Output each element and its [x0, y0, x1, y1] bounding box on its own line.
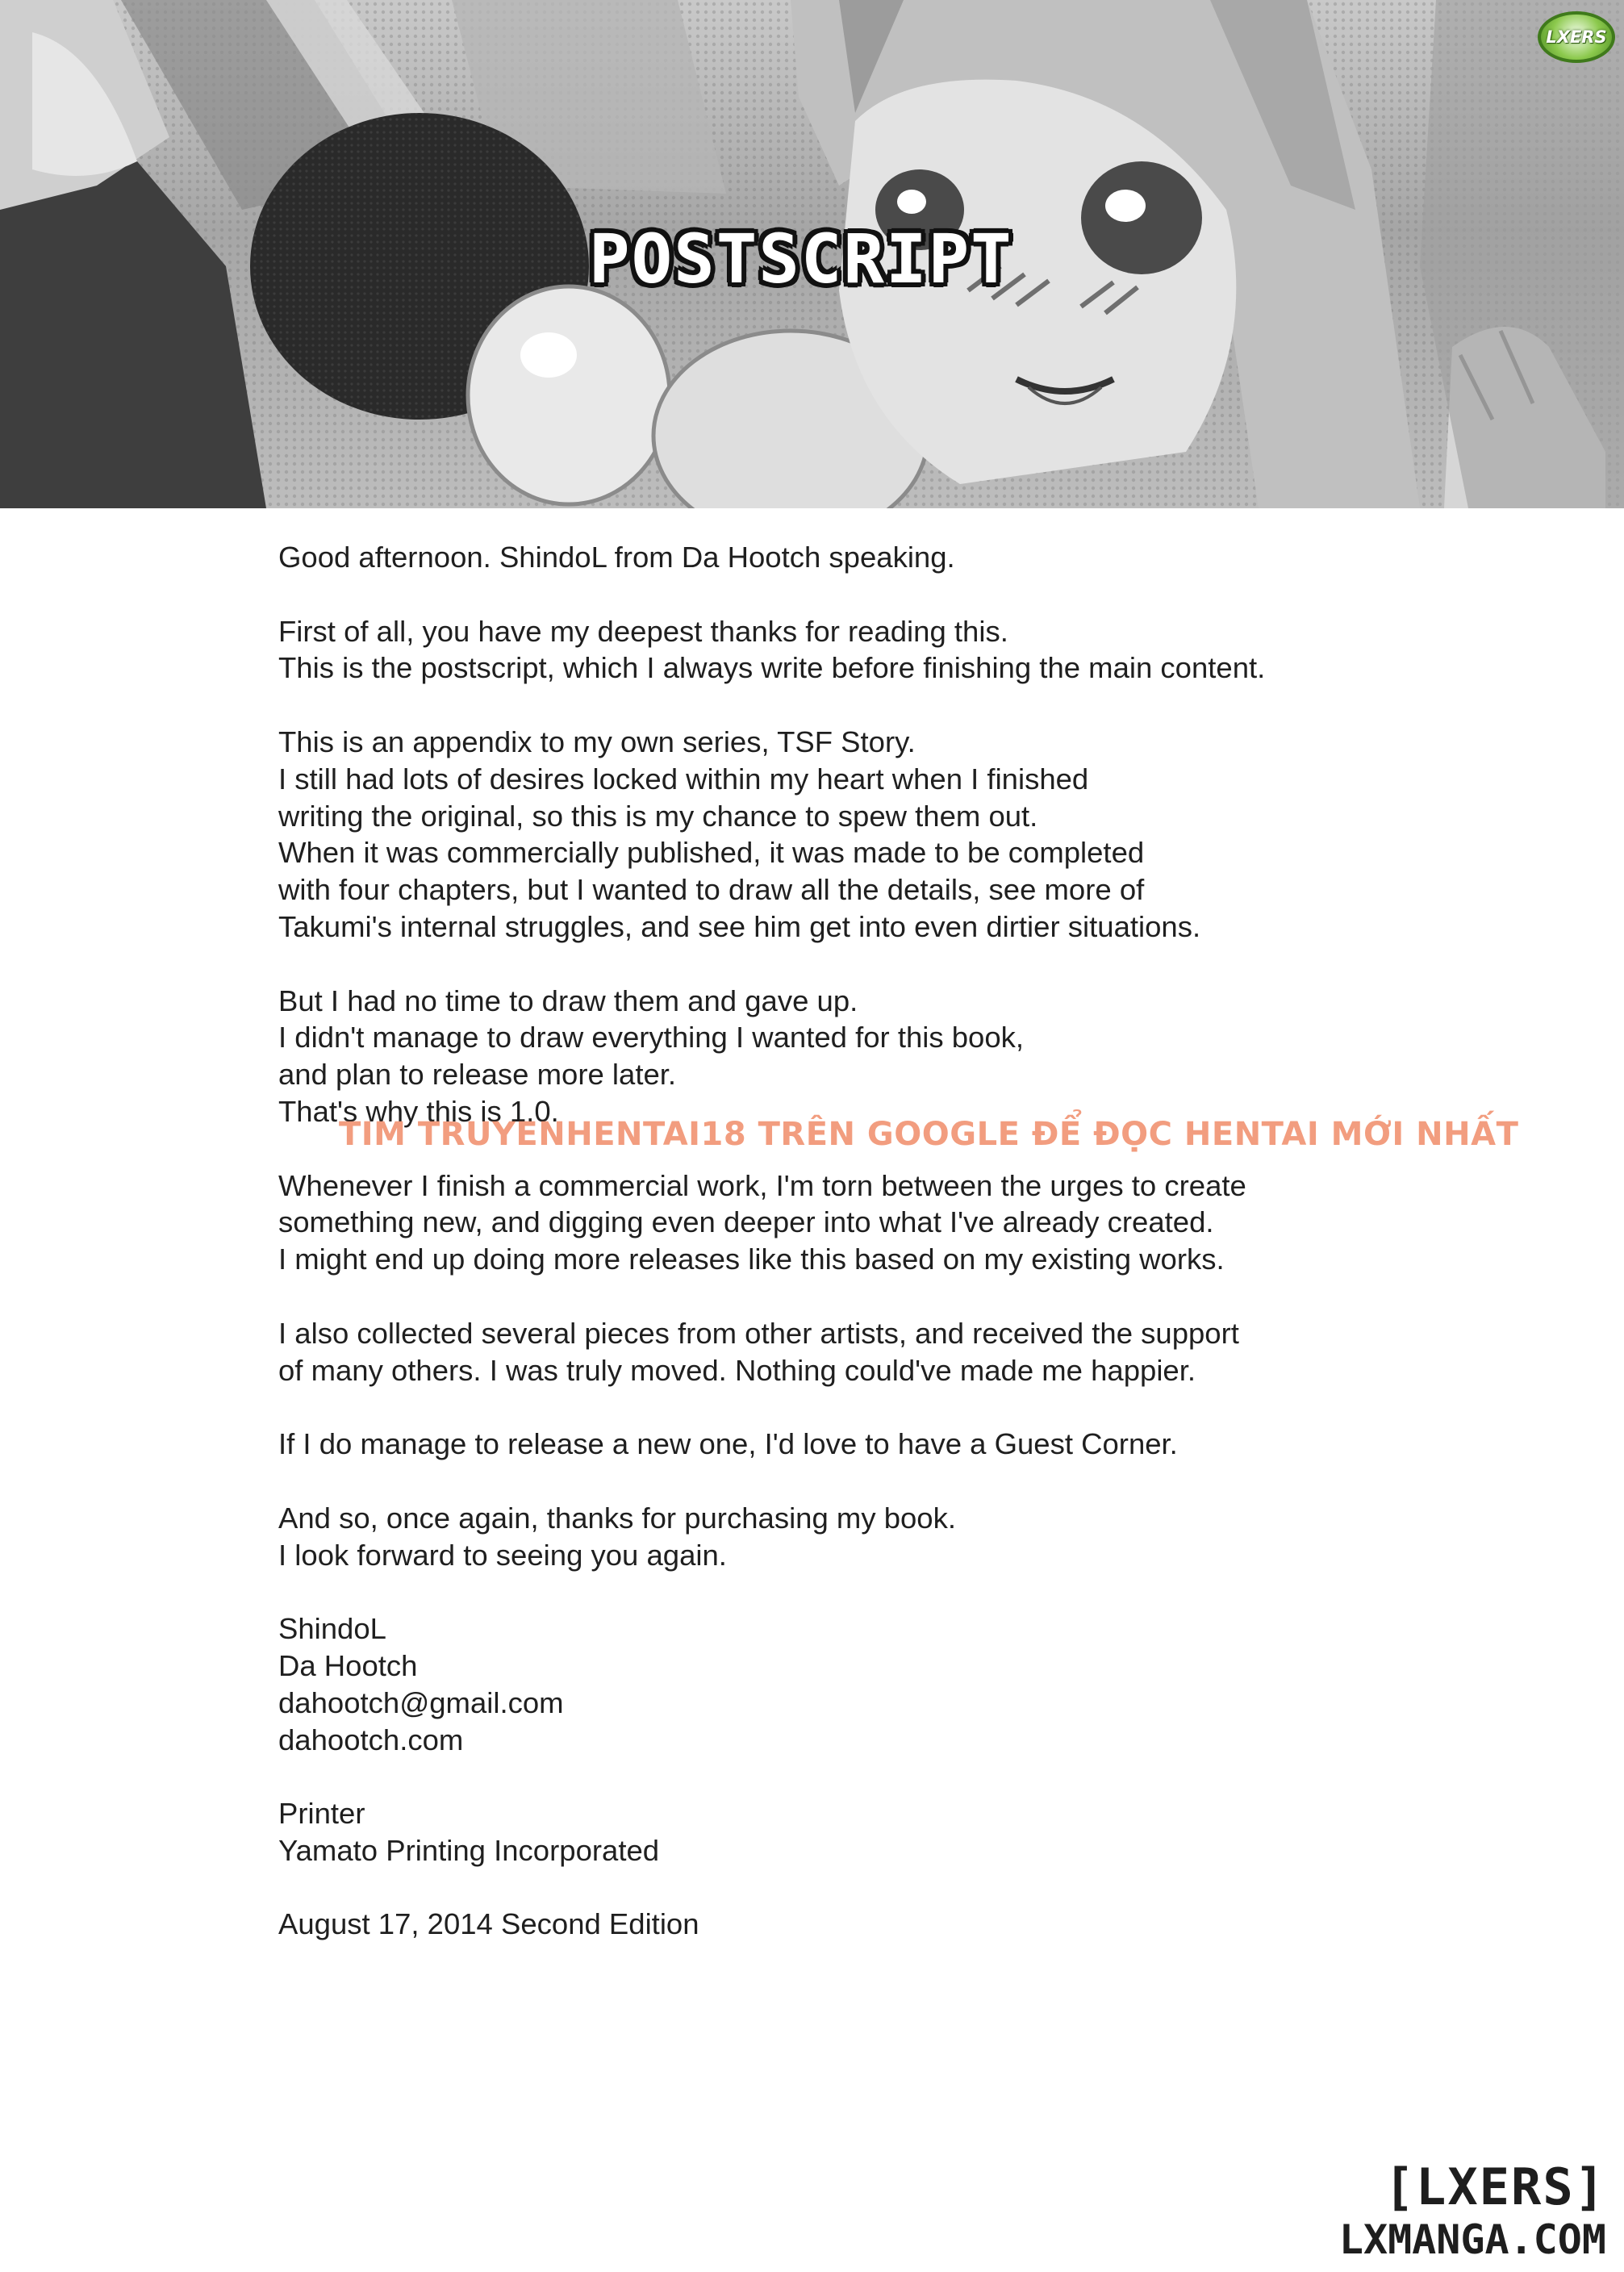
text-line: I look forward to seeing you again.	[278, 1538, 727, 1572]
site-watermark: TIM TRUYENHENTAI18 TRÊN GOOGLE ĐỂ ĐỌC HENTAI MỚI NHẤT	[339, 1116, 1519, 1153]
text-line: writing the original, so this is my chance to spew them out.	[278, 799, 1038, 833]
text-line: ShindoL	[278, 1612, 386, 1646]
text-line: First of all, you have my deepest thanks for reading this.	[278, 614, 1008, 648]
footer-logo-line2: LXMANGA.COM	[1338, 2216, 1606, 2263]
text-line: If I do manage to release a new one, I'd love to have a Guest Corner.	[278, 1427, 1178, 1461]
text-line: dahootch@gmail.com	[278, 1685, 564, 1719]
postscript-paragraph	[278, 724, 1488, 946]
postscript-body	[278, 539, 1519, 1980]
text-line: When it was commercially published, it was made to be completed	[278, 836, 1145, 870]
text-line: I also collected several pieces from other artists, and received the support	[278, 1316, 1239, 1350]
postscript-paragraph	[278, 1795, 1488, 1869]
text-line: Da Hootch	[278, 1648, 418, 1682]
text-line: August 17, 2014 Second Edition	[278, 1907, 699, 1941]
text-line: This is an appendix to my own series, TSF Story.	[278, 725, 916, 758]
footer-logo	[1339, 2159, 1606, 2264]
header-illustration	[0, 0, 1624, 508]
lxers-badge-logo: LXERS	[1538, 11, 1615, 63]
postscript-paragraph	[278, 1167, 1488, 1278]
postscript-paragraph	[278, 1610, 1488, 1758]
text-line: But I had no time to draw them and gave up.	[278, 984, 858, 1017]
postscript-paragraph	[278, 1315, 1488, 1389]
text-line: That's why this is 1.0.	[278, 1094, 559, 1128]
text-line: something new, and digging even deeper into what I've already created.	[278, 1205, 1214, 1239]
postscript-paragraph	[278, 1500, 1488, 1574]
text-line: and plan to release more later.	[278, 1058, 677, 1092]
text-line: Whenever I finish a commercial work, I'm torn between the urges to create	[278, 1168, 1246, 1202]
text-line: Printer	[278, 1797, 365, 1831]
text-line: Takumi's internal struggles, and see him get into even dirtier situations.	[278, 909, 1201, 943]
postscript-paragraph	[278, 613, 1488, 687]
text-line: Yamato Printing Incorporated	[278, 1833, 660, 1867]
text-line: This is the postscript, which I always write before finishing the main content.	[278, 651, 1266, 685]
text-line: of many others. I was truly moved. Nothing could've made me happier.	[278, 1353, 1196, 1387]
text-line: Good afternoon. ShindoL from Da Hootch speaking.	[278, 541, 955, 574]
text-line: dahootch.com	[278, 1723, 464, 1756]
text-line: And so, once again, thanks for purchasing my book.	[278, 1501, 956, 1535]
page-title: POSTSCRIPT	[589, 219, 1013, 299]
footer-logo-line1: [LXERS]	[1384, 2157, 1606, 2216]
postscript-paragraph	[278, 539, 1488, 576]
postscript-paragraph	[278, 983, 1488, 1130]
postscript-paragraph	[278, 1426, 1488, 1463]
text-line: I might end up doing more releases like this based on my existing works.	[278, 1242, 1225, 1276]
text-line: with four chapters, but I wanted to draw all the details, see more of	[278, 873, 1145, 907]
text-line: I didn't manage to draw everything I wanted for this book,	[278, 1021, 1025, 1055]
text-line: I still had lots of desires locked within my heart when I finished	[278, 762, 1089, 796]
postscript-paragraph	[278, 1906, 1488, 1943]
